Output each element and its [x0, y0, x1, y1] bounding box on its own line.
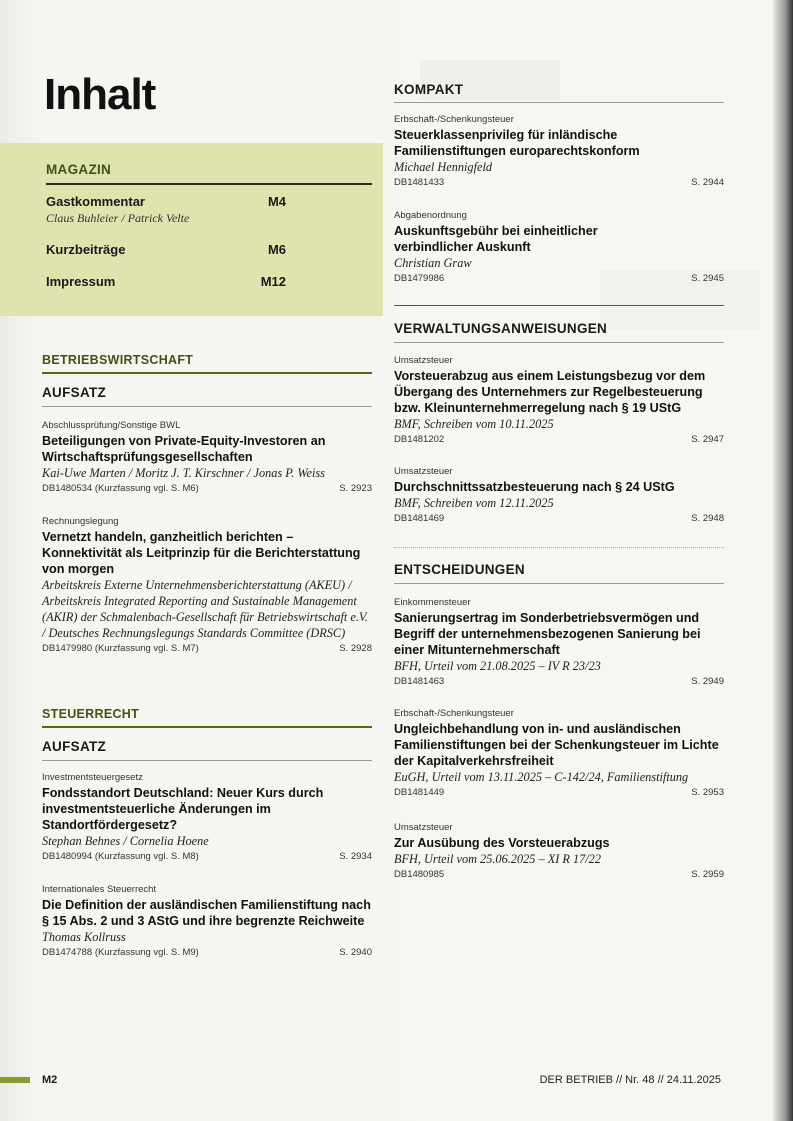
entry-category: Einkommensteuer — [394, 597, 471, 608]
bwl-section-label: BETRIEBSWIRTSCHAFT — [42, 353, 194, 367]
entry-page: S. 2949 — [691, 676, 724, 687]
entry-authors: Michael Hennigfeld — [394, 160, 493, 174]
entry-authors: Christian Graw — [394, 256, 472, 270]
toc-entry[interactable] — [394, 597, 724, 689]
magazin-item-kurzbeitraege[interactable] — [46, 242, 286, 257]
toc-entry[interactable] — [394, 210, 724, 286]
entry-title: Beteiligungen von Private-Equity-Investoren an Wirtschaftsprüfungsgesellschaften — [42, 434, 326, 464]
magazin-item-impressum[interactable] — [46, 274, 286, 289]
entry-page: S. 2947 — [691, 434, 724, 445]
entry-page: S. 2948 — [691, 513, 724, 524]
footer-issue-info: DER BETRIEB // Nr. 48 // 24.11.2025 — [539, 1074, 721, 1086]
toc-entry[interactable] — [42, 516, 372, 656]
entry-id: DB1480985 — [394, 869, 445, 880]
entry-id: DB1481202 — [394, 434, 445, 445]
entry-page: S. 2945 — [691, 273, 724, 284]
entry-authors: BFH, Urteil vom 25.06.2025 – XI R 17/22 — [394, 852, 601, 866]
toc-entry[interactable] — [42, 884, 372, 960]
entry-id: DB1481449 — [394, 787, 445, 798]
kompakt-rule — [394, 102, 724, 103]
magazin-item-gastkommentar[interactable] — [46, 194, 286, 226]
toc-entry[interactable] — [42, 420, 372, 496]
entry-title: Vorsteuerabzug aus einem Leistungsbezug vor dem Übergang des Unternehmers zur Regelbesteuerung bzw. Kleinunternehmerregelung nach § 19 UStG — [394, 369, 706, 415]
entry-page: S. 2928 — [339, 643, 372, 654]
bwl-section-rule — [42, 372, 372, 374]
entry-title: Ungleichbehandlung von in- und ausländischen Familienstiftungen bei der Schenkungsteuer im Lichte der Kapitalverkehrsfreiheit — [394, 722, 719, 768]
magazin-item-title: Impressum — [46, 274, 116, 289]
steuer-sub-rule — [42, 760, 372, 761]
entry-title: Die Definition der ausländischen Familienstiftung nach § 15 Abs. 2 und 3 AStG und ihre begrenzte Reichweite — [42, 898, 371, 928]
entry-title: Auskunftsgebühr bei einheitlicher verbindlicher Auskunft — [394, 224, 598, 254]
entry-category: Investmentsteuergesetz — [42, 772, 143, 783]
entry-id: DB1479986 — [394, 273, 445, 284]
verwaltung-top-rule — [394, 305, 724, 306]
entry-page: S. 2940 — [339, 947, 372, 958]
entry-page: S. 2923 — [339, 483, 372, 494]
magazin-rule — [46, 183, 372, 185]
footer-page-number: M2 — [42, 1074, 58, 1086]
toc-entry[interactable] — [394, 466, 724, 526]
toc-entry[interactable] — [394, 708, 724, 800]
entry-title: Steuerklassenprivileg für inländische Familienstiftungen europarechtskonform — [394, 128, 640, 158]
entry-category: Umsatzsteuer — [394, 355, 453, 366]
entry-id: DB1480534 (Kurzfassung vgl. S. M6) — [42, 483, 199, 494]
magazin-label: MAGAZIN — [46, 162, 112, 177]
magazin-item-title: Kurzbeiträge — [46, 242, 126, 257]
entry-id: DB1481463 — [394, 676, 445, 687]
magazin-item-page: M4 — [267, 194, 286, 209]
entry-page: S. 2934 — [339, 851, 372, 862]
entry-category: Umsatzsteuer — [394, 466, 453, 477]
entry-page: S. 2953 — [691, 787, 724, 798]
kompakt-label: KOMPAKT — [394, 82, 464, 97]
verwaltung-label: VERWALTUNGSANWEISUNGEN — [394, 321, 608, 336]
entry-page: S. 2944 — [691, 177, 724, 188]
entry-id: DB1474788 (Kurzfassung vgl. S. M9) — [42, 947, 199, 958]
steuer-section-rule — [42, 726, 372, 728]
entry-category: Abschlussprüfung/Sonstige BWL — [42, 420, 181, 431]
entry-title: Zur Ausübung des Vorsteuerabzugs — [394, 836, 610, 850]
entry-category: Umsatzsteuer — [394, 822, 453, 833]
entscheidungen-label: ENTSCHEIDUNGEN — [394, 562, 525, 577]
entry-authors: Thomas Kollruss — [42, 930, 126, 944]
magazin-item-title: Gastkommentar — [46, 194, 145, 209]
entry-category: Erbschaft-/Schenkungsteuer — [394, 708, 514, 719]
toc-entry[interactable] — [394, 114, 724, 190]
entry-id: DB1479980 (Kurzfassung vgl. S. M7) — [42, 643, 199, 654]
entry-authors: BFH, Urteil vom 21.08.2025 – IV R 23/23 — [394, 659, 601, 673]
entry-category: Internationales Steuerrecht — [42, 884, 157, 895]
entry-authors: Arbeitskreis Externe Unternehmensberichterstattung (AKEU) / Arbeitskreis Integrated Reporting and Sustainable Management (AKIR) der Schmalenbach-Gesellschaft für Betriebswirtschaft e.V. / Deutsches Rechnungslegungs Standards Committee (DRSC) — [42, 578, 368, 640]
entry-category: Abgabenordnung — [394, 210, 467, 221]
entry-authors: Stephan Behnes / Cornelia Hoene — [42, 834, 209, 848]
entry-title: Sanierungsertrag im Sonderbetriebsvermögen und Begriff der unternehmensbezogenen Sanierung bei einer Mitunternehmerschaft — [394, 611, 701, 657]
entry-authors: EuGH, Urteil vom 13.11.2025 – C-142/24, Familienstiftung — [394, 770, 689, 784]
entry-category: Rechnungslegung — [42, 516, 119, 527]
magazin-item-authors: Claus Buhleier / Patrick Velte — [46, 211, 190, 225]
verwaltung-rule — [394, 342, 724, 343]
entry-category: Erbschaft-/Schenkungsteuer — [394, 114, 514, 125]
page-edge-shadow — [773, 0, 793, 1121]
entry-title: Durchschnittssatzbesteuerung nach § 24 UStG — [394, 480, 675, 494]
entry-authors: BMF, Schreiben vom 12.11.2025 — [394, 496, 554, 510]
toc-entry[interactable] — [394, 355, 724, 447]
page-title: Inhalt — [44, 70, 156, 119]
toc-entry[interactable] — [42, 772, 372, 864]
steuer-subhead: AUFSATZ — [42, 739, 107, 754]
entscheidungen-top-rule — [394, 547, 724, 548]
entry-authors: Kai-Uwe Marten / Moritz J. T. Kirschner / Jonas P. Weiss — [42, 466, 325, 480]
toc-entry[interactable] — [394, 822, 724, 882]
steuer-section-label: STEUERRECHT — [42, 707, 140, 721]
entscheidungen-rule — [394, 583, 724, 584]
entry-id: DB1480994 (Kurzfassung vgl. S. M8) — [42, 851, 199, 862]
bwl-subhead: AUFSATZ — [42, 385, 107, 400]
bwl-sub-rule — [42, 406, 372, 407]
entry-authors: BMF, Schreiben vom 10.11.2025 — [394, 417, 554, 431]
footer-accent-bar — [0, 1077, 30, 1083]
entry-page: S. 2959 — [691, 869, 724, 880]
magazin-item-page: M6 — [267, 242, 286, 257]
entry-id: DB1481469 — [394, 513, 445, 524]
entry-title: Vernetzt handeln, ganzheitlich berichten – Konnektivität als Leitprinzip für die Berichterstattung von morgen — [42, 530, 361, 576]
magazin-item-page: M12 — [260, 274, 286, 289]
entry-id: DB1481433 — [394, 177, 445, 188]
entry-title: Fondsstandort Deutschland: Neuer Kurs durch investmentsteuerliche Änderungen im Standortfördergesetz? — [42, 786, 324, 832]
